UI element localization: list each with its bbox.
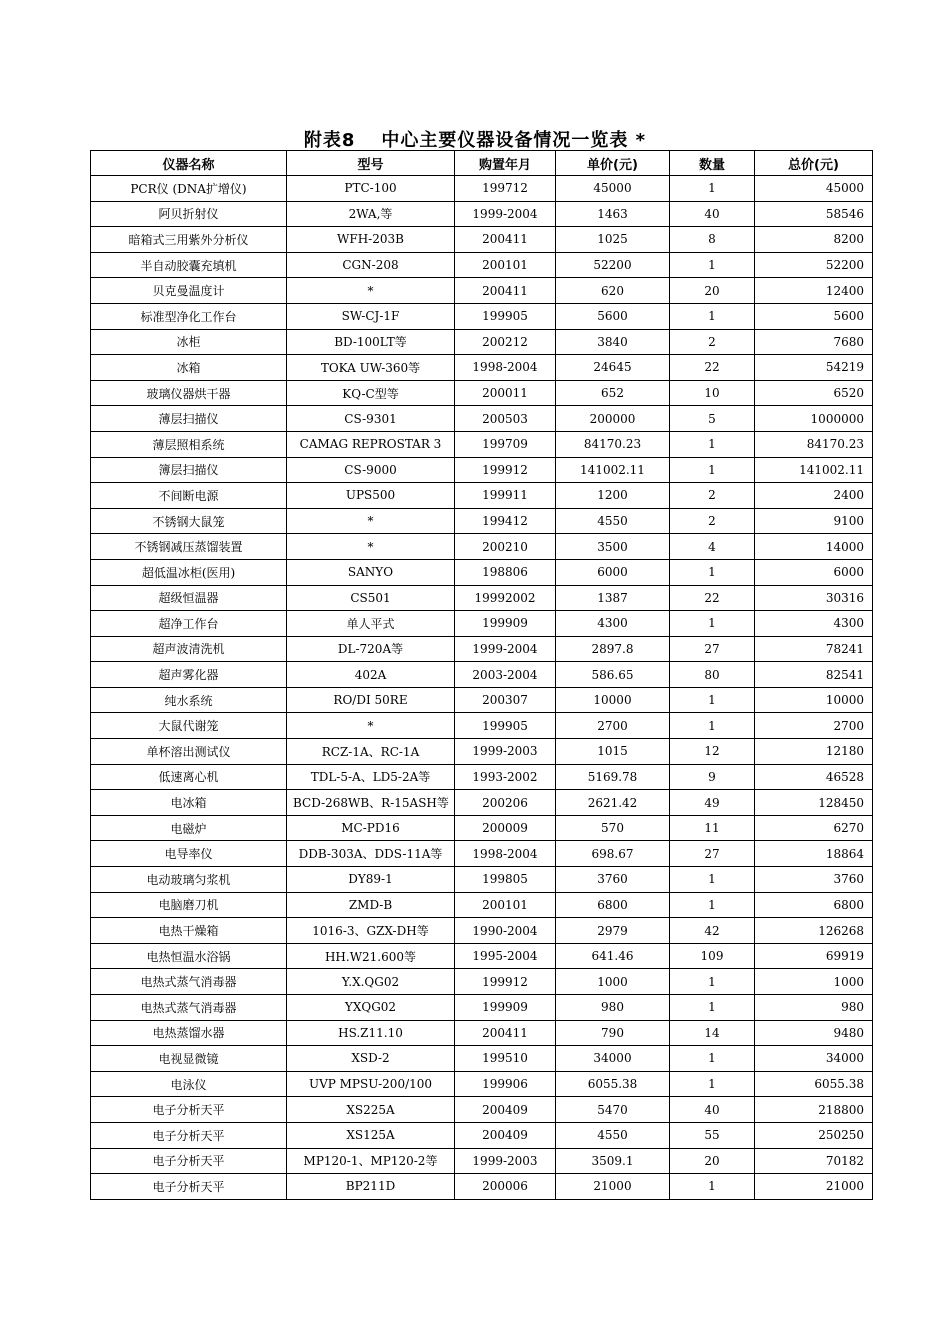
cell-total-price: 6520: [755, 380, 873, 406]
cell-unit-price: 52200: [556, 252, 670, 278]
cell-model: *: [287, 713, 455, 739]
cell-name: 电磁炉: [91, 815, 287, 841]
cell-unit-price: 1387: [556, 585, 670, 611]
cell-total-price: 3760: [755, 867, 873, 893]
cell-model: UVP MPSU-200/100: [287, 1071, 455, 1097]
table-row: [91, 1020, 873, 1046]
header-name: 仪器名称: [91, 151, 287, 176]
cell-total-price: 7680: [755, 329, 873, 355]
cell-date: 200409: [455, 1122, 556, 1148]
table-row: [91, 380, 873, 406]
cell-unit-price: 2897.8: [556, 636, 670, 662]
cell-quantity: 55: [670, 1122, 755, 1148]
cell-model: CS-9000: [287, 457, 455, 483]
cell-total-price: 30316: [755, 585, 873, 611]
table-row: [91, 1046, 873, 1072]
cell-model: PTC-100: [287, 176, 455, 202]
cell-quantity: 10: [670, 380, 755, 406]
cell-date: 1999-2003: [455, 739, 556, 765]
cell-date: 200011: [455, 380, 556, 406]
cell-total-price: 126268: [755, 918, 873, 944]
cell-model: UPS500: [287, 483, 455, 509]
table-header-row: [91, 151, 873, 176]
cell-quantity: 1: [670, 1046, 755, 1072]
table-row: [91, 1097, 873, 1123]
cell-unit-price: 2700: [556, 713, 670, 739]
cell-date: 199709: [455, 431, 556, 457]
cell-date: 200006: [455, 1174, 556, 1200]
cell-total-price: 1000000: [755, 406, 873, 432]
cell-model: TOKA UW-360等: [287, 355, 455, 381]
cell-model: CS-9301: [287, 406, 455, 432]
cell-quantity: 1: [670, 457, 755, 483]
cell-unit-price: 34000: [556, 1046, 670, 1072]
title-main: 中心主要仪器设备情况一览表 *: [381, 130, 647, 151]
cell-unit-price: 84170.23: [556, 431, 670, 457]
cell-quantity: 4: [670, 534, 755, 560]
cell-name: 电热恒温水浴锅: [91, 943, 287, 969]
cell-quantity: 22: [670, 355, 755, 381]
cell-date: 200101: [455, 252, 556, 278]
cell-date: 199412: [455, 508, 556, 534]
cell-quantity: 40: [670, 1097, 755, 1123]
cell-quantity: 109: [670, 943, 755, 969]
cell-total-price: 6800: [755, 892, 873, 918]
cell-quantity: 27: [670, 636, 755, 662]
cell-date: 200206: [455, 790, 556, 816]
table-row: [91, 1148, 873, 1174]
cell-unit-price: 790: [556, 1020, 670, 1046]
cell-quantity: 1: [670, 252, 755, 278]
table-row: [91, 815, 873, 841]
cell-model: 1016-3、GZX-DH等: [287, 918, 455, 944]
cell-unit-price: 6000: [556, 559, 670, 585]
cell-unit-price: 3840: [556, 329, 670, 355]
cell-quantity: 1: [670, 995, 755, 1021]
cell-model: SANYO: [287, 559, 455, 585]
table-row: [91, 969, 873, 995]
table-row: [91, 457, 873, 483]
cell-name: 电子分析天平: [91, 1122, 287, 1148]
cell-model: 402A: [287, 662, 455, 688]
table-row: [91, 227, 873, 253]
cell-name: 冰箱: [91, 355, 287, 381]
cell-name: 电热式蒸气消毒器: [91, 969, 287, 995]
table-row: [91, 995, 873, 1021]
table-row: [91, 636, 873, 662]
table-row: [91, 252, 873, 278]
cell-quantity: 1: [670, 969, 755, 995]
cell-quantity: 1: [670, 1071, 755, 1097]
cell-unit-price: 2621.42: [556, 790, 670, 816]
cell-quantity: 1: [670, 713, 755, 739]
cell-total-price: 2700: [755, 713, 873, 739]
table-row: [91, 1071, 873, 1097]
cell-total-price: 980: [755, 995, 873, 1021]
title-prefix: 附表8: [303, 130, 356, 151]
cell-date: 199912: [455, 457, 556, 483]
table-row: [91, 918, 873, 944]
header-quantity: 数量: [670, 151, 755, 176]
cell-name: 电视显微镜: [91, 1046, 287, 1072]
cell-name: 电子分析天平: [91, 1097, 287, 1123]
cell-date: 200503: [455, 406, 556, 432]
cell-model: XSD-2: [287, 1046, 455, 1072]
cell-name: 薄层照相系统: [91, 431, 287, 457]
cell-total-price: 6270: [755, 815, 873, 841]
cell-name: 低速离心机: [91, 764, 287, 790]
cell-quantity: 8: [670, 227, 755, 253]
cell-date: 2003-2004: [455, 662, 556, 688]
table-row: [91, 841, 873, 867]
cell-name: 薄层扫描仪: [91, 406, 287, 432]
cell-name: 超低温冰柜(医用): [91, 559, 287, 585]
cell-unit-price: 620: [556, 278, 670, 304]
cell-total-price: 141002.11: [755, 457, 873, 483]
cell-name: 电子分析天平: [91, 1174, 287, 1200]
cell-model: BD-100LT等: [287, 329, 455, 355]
cell-total-price: 1000: [755, 969, 873, 995]
cell-total-price: 12400: [755, 278, 873, 304]
cell-name: 超净工作台: [91, 611, 287, 637]
cell-date: 1998-2004: [455, 841, 556, 867]
cell-quantity: 20: [670, 278, 755, 304]
cell-quantity: 42: [670, 918, 755, 944]
cell-name: 不间断电源: [91, 483, 287, 509]
cell-date: 199712: [455, 176, 556, 202]
cell-model: MP120-1、MP120-2等: [287, 1148, 455, 1174]
table-row: [91, 713, 873, 739]
cell-model: *: [287, 534, 455, 560]
cell-name: 超声波清洗机: [91, 636, 287, 662]
cell-total-price: 250250: [755, 1122, 873, 1148]
cell-unit-price: 4550: [556, 508, 670, 534]
cell-quantity: 27: [670, 841, 755, 867]
cell-total-price: 218800: [755, 1097, 873, 1123]
cell-name: 电热蒸馏水器: [91, 1020, 287, 1046]
cell-unit-price: 3509.1: [556, 1148, 670, 1174]
cell-unit-price: 45000: [556, 176, 670, 202]
cell-date: 199905: [455, 303, 556, 329]
cell-name: 大鼠代谢笼: [91, 713, 287, 739]
cell-model: RCZ-1A、RC-1A: [287, 739, 455, 765]
cell-total-price: 78241: [755, 636, 873, 662]
table-row: [91, 176, 873, 202]
cell-unit-price: 2979: [556, 918, 670, 944]
table-row: [91, 406, 873, 432]
cell-quantity: 2: [670, 483, 755, 509]
cell-name: 贝克曼温度计: [91, 278, 287, 304]
cell-unit-price: 3760: [556, 867, 670, 893]
cell-name: 暗箱式三用紫外分析仪: [91, 227, 287, 253]
cell-model: KQ-C型等: [287, 380, 455, 406]
cell-name: 冰柜: [91, 329, 287, 355]
table-row: [91, 355, 873, 381]
cell-model: DL-720A等: [287, 636, 455, 662]
cell-total-price: 34000: [755, 1046, 873, 1072]
cell-model: BP211D: [287, 1174, 455, 1200]
cell-quantity: 80: [670, 662, 755, 688]
cell-model: HS.Z11.10: [287, 1020, 455, 1046]
cell-total-price: 58546: [755, 201, 873, 227]
cell-unit-price: 1200: [556, 483, 670, 509]
cell-unit-price: 3500: [556, 534, 670, 560]
table-row: [91, 483, 873, 509]
cell-quantity: 5: [670, 406, 755, 432]
cell-date: 199905: [455, 713, 556, 739]
cell-name: 不锈钢大鼠笼: [91, 508, 287, 534]
cell-total-price: 9100: [755, 508, 873, 534]
table-row: [91, 559, 873, 585]
cell-quantity: 1: [670, 892, 755, 918]
table-row: [91, 739, 873, 765]
cell-total-price: 9480: [755, 1020, 873, 1046]
cell-name: 电脑磨刀机: [91, 892, 287, 918]
cell-name: 电热干燥箱: [91, 918, 287, 944]
cell-name: 簿层扫描仪: [91, 457, 287, 483]
cell-model: MC-PD16: [287, 815, 455, 841]
cell-total-price: 4300: [755, 611, 873, 637]
cell-quantity: 1: [670, 176, 755, 202]
cell-date: 1999-2004: [455, 201, 556, 227]
cell-date: 199912: [455, 969, 556, 995]
cell-total-price: 14000: [755, 534, 873, 560]
table-row: [91, 303, 873, 329]
cell-model: YXQG02: [287, 995, 455, 1021]
cell-date: 199909: [455, 611, 556, 637]
table-row: [91, 585, 873, 611]
cell-unit-price: 24645: [556, 355, 670, 381]
cell-name: 电子分析天平: [91, 1148, 287, 1174]
cell-date: 1999-2003: [455, 1148, 556, 1174]
cell-total-price: 52200: [755, 252, 873, 278]
cell-unit-price: 1463: [556, 201, 670, 227]
cell-model: SW-CJ-1F: [287, 303, 455, 329]
cell-model: Y.X.QG02: [287, 969, 455, 995]
cell-total-price: 10000: [755, 687, 873, 713]
cell-unit-price: 698.67: [556, 841, 670, 867]
cell-date: 198806: [455, 559, 556, 585]
cell-unit-price: 641.46: [556, 943, 670, 969]
cell-date: 200009: [455, 815, 556, 841]
cell-total-price: 84170.23: [755, 431, 873, 457]
cell-name: PCR仪 (DNA扩增仪): [91, 176, 287, 202]
cell-name: 电冰箱: [91, 790, 287, 816]
table-body: [91, 176, 873, 1200]
cell-model: HH.W21.600等: [287, 943, 455, 969]
cell-quantity: 1: [670, 303, 755, 329]
cell-quantity: 49: [670, 790, 755, 816]
cell-model: *: [287, 278, 455, 304]
cell-name: 阿贝折射仪: [91, 201, 287, 227]
cell-unit-price: 5470: [556, 1097, 670, 1123]
cell-quantity: 2: [670, 329, 755, 355]
cell-total-price: 45000: [755, 176, 873, 202]
cell-date: 199911: [455, 483, 556, 509]
table-row: [91, 892, 873, 918]
table-row: [91, 687, 873, 713]
header-unit-price: 单价(元): [556, 151, 670, 176]
cell-model: XS125A: [287, 1122, 455, 1148]
cell-total-price: 2400: [755, 483, 873, 509]
cell-total-price: 54219: [755, 355, 873, 381]
cell-date: 1990-2004: [455, 918, 556, 944]
cell-name: 标准型净化工作台: [91, 303, 287, 329]
cell-date: 199909: [455, 995, 556, 1021]
cell-unit-price: 980: [556, 995, 670, 1021]
cell-quantity: 11: [670, 815, 755, 841]
cell-model: 单人平式: [287, 611, 455, 637]
cell-quantity: 1: [670, 1174, 755, 1200]
cell-date: 200411: [455, 1020, 556, 1046]
cell-date: 200101: [455, 892, 556, 918]
cell-quantity: 22: [670, 585, 755, 611]
cell-name: 不锈钢减压蒸馏装置: [91, 534, 287, 560]
cell-total-price: 12180: [755, 739, 873, 765]
table-row: [91, 1122, 873, 1148]
cell-name: 电动玻璃匀浆机: [91, 867, 287, 893]
cell-model: XS225A: [287, 1097, 455, 1123]
cell-quantity: 14: [670, 1020, 755, 1046]
cell-model: CGN-208: [287, 252, 455, 278]
cell-quantity: 1: [670, 687, 755, 713]
cell-total-price: 46528: [755, 764, 873, 790]
cell-model: 2WA,等: [287, 201, 455, 227]
cell-model: *: [287, 508, 455, 534]
cell-unit-price: 586.65: [556, 662, 670, 688]
table-row: [91, 790, 873, 816]
table-row: [91, 431, 873, 457]
cell-model: BCD-268WB、R-15ASH等: [287, 790, 455, 816]
cell-quantity: 12: [670, 739, 755, 765]
cell-total-price: 18864: [755, 841, 873, 867]
cell-name: 单杯溶出测试仪: [91, 739, 287, 765]
page-title: [0, 126, 950, 152]
cell-name: 电热式蒸气消毒器: [91, 995, 287, 1021]
cell-total-price: 5600: [755, 303, 873, 329]
cell-date: 200307: [455, 687, 556, 713]
cell-total-price: 128450: [755, 790, 873, 816]
cell-model: DDB-303A、DDS-11A等: [287, 841, 455, 867]
table-row: [91, 329, 873, 355]
cell-quantity: 1: [670, 431, 755, 457]
cell-quantity: 1: [670, 611, 755, 637]
table-row: [91, 201, 873, 227]
cell-name: 超声雾化器: [91, 662, 287, 688]
cell-unit-price: 4300: [556, 611, 670, 637]
cell-unit-price: 4550: [556, 1122, 670, 1148]
cell-date: 1993-2002: [455, 764, 556, 790]
cell-quantity: 40: [670, 201, 755, 227]
cell-date: 199510: [455, 1046, 556, 1072]
cell-model: DY89-1: [287, 867, 455, 893]
cell-model: WFH-203B: [287, 227, 455, 253]
cell-model: ZMD-B: [287, 892, 455, 918]
cell-model: CS501: [287, 585, 455, 611]
cell-unit-price: 570: [556, 815, 670, 841]
cell-date: 200409: [455, 1097, 556, 1123]
cell-name: 半自动胶囊充填机: [91, 252, 287, 278]
cell-unit-price: 1000: [556, 969, 670, 995]
cell-quantity: 20: [670, 1148, 755, 1174]
cell-unit-price: 1015: [556, 739, 670, 765]
table-row: [91, 662, 873, 688]
cell-model: CAMAG REPROSTAR 3: [287, 431, 455, 457]
header-date: 购置年月: [455, 151, 556, 176]
header-model: 型号: [287, 151, 455, 176]
table-row: [91, 508, 873, 534]
cell-date: 199906: [455, 1071, 556, 1097]
cell-date: 200210: [455, 534, 556, 560]
cell-unit-price: 6055.38: [556, 1071, 670, 1097]
cell-total-price: 82541: [755, 662, 873, 688]
cell-total-price: 70182: [755, 1148, 873, 1174]
cell-unit-price: 5169.78: [556, 764, 670, 790]
table-row: [91, 611, 873, 637]
cell-date: 200411: [455, 227, 556, 253]
table-row: [91, 1174, 873, 1200]
cell-model: TDL-5-A、LD5-2A等: [287, 764, 455, 790]
cell-date: 19992002: [455, 585, 556, 611]
table-row: [91, 764, 873, 790]
cell-unit-price: 21000: [556, 1174, 670, 1200]
equipment-table: [90, 150, 873, 1200]
cell-quantity: 2: [670, 508, 755, 534]
cell-total-price: 8200: [755, 227, 873, 253]
cell-unit-price: 200000: [556, 406, 670, 432]
cell-date: 200212: [455, 329, 556, 355]
cell-unit-price: 6800: [556, 892, 670, 918]
cell-name: 玻璃仪器烘干器: [91, 380, 287, 406]
table-row: [91, 867, 873, 893]
cell-unit-price: 10000: [556, 687, 670, 713]
cell-unit-price: 141002.11: [556, 457, 670, 483]
cell-total-price: 21000: [755, 1174, 873, 1200]
cell-quantity: 9: [670, 764, 755, 790]
cell-date: 1995-2004: [455, 943, 556, 969]
cell-date: 1998-2004: [455, 355, 556, 381]
cell-name: 纯水系统: [91, 687, 287, 713]
cell-date: 1999-2004: [455, 636, 556, 662]
cell-quantity: 1: [670, 559, 755, 585]
cell-date: 200411: [455, 278, 556, 304]
cell-quantity: 1: [670, 867, 755, 893]
cell-name: 电导率仪: [91, 841, 287, 867]
header-total-price: 总价(元): [755, 151, 873, 176]
cell-name: 超级恒温器: [91, 585, 287, 611]
cell-unit-price: 1025: [556, 227, 670, 253]
cell-date: 199805: [455, 867, 556, 893]
table-row: [91, 943, 873, 969]
cell-unit-price: 5600: [556, 303, 670, 329]
table-row: [91, 278, 873, 304]
cell-unit-price: 652: [556, 380, 670, 406]
cell-total-price: 6055.38: [755, 1071, 873, 1097]
table-row: [91, 534, 873, 560]
cell-name: 电泳仪: [91, 1071, 287, 1097]
cell-model: RO/DI 50RE: [287, 687, 455, 713]
cell-total-price: 6000: [755, 559, 873, 585]
cell-total-price: 69919: [755, 943, 873, 969]
